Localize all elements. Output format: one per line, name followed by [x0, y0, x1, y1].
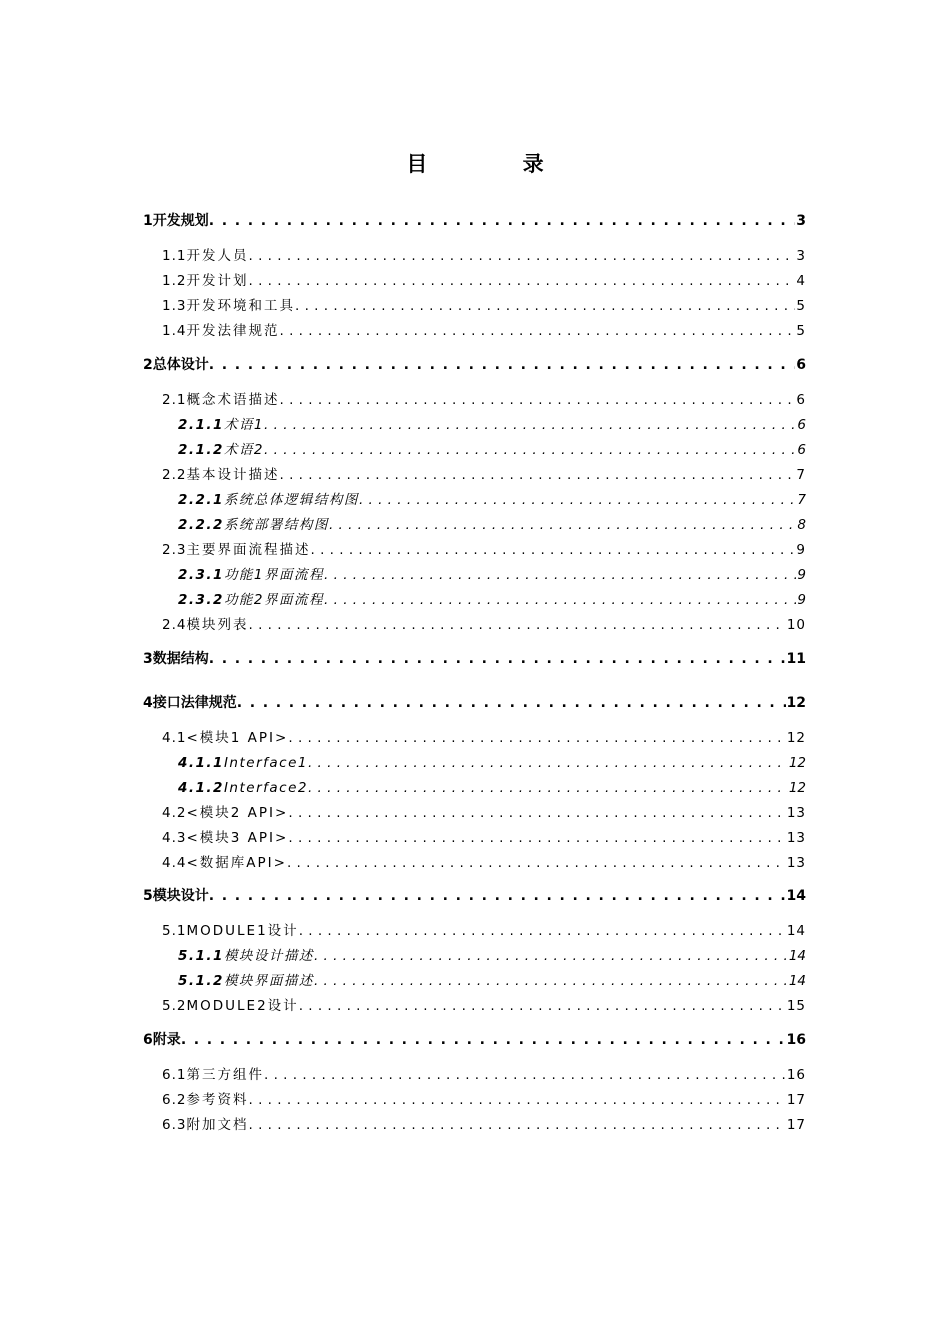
toc-dot-leader — [288, 803, 785, 823]
toc-dot-leader — [329, 515, 796, 535]
toc-entry-title: 模块列表 — [186, 617, 249, 633]
toc-entry-number: 2.2.2 — [178, 517, 224, 533]
toc-dot-leader — [324, 565, 796, 585]
toc-entry[interactable] — [0, 946, 806, 966]
toc-entry-title: Interface2 — [223, 780, 308, 796]
toc-dot-leader — [264, 415, 796, 435]
toc-entry-title: 总体设计 — [152, 357, 209, 373]
toc-entry-number: 4.2 — [162, 805, 187, 821]
toc-entry[interactable] — [0, 565, 806, 585]
toc-entry[interactable] — [0, 693, 806, 713]
toc-entry-page: 13 — [786, 855, 806, 871]
toc-dot-leader — [288, 828, 785, 848]
toc-entry-title: <模块3 API> — [186, 830, 289, 846]
toc-entry-title: 开发法律规范 — [186, 323, 280, 339]
toc-entry-number: 2.3.1 — [178, 567, 224, 583]
toc-entry-title: 系统部署结构图 — [223, 517, 329, 533]
toc-entry-title: 主要界面流程描述 — [186, 542, 311, 558]
toc-entry-title: 系统总体逻辑结构图 — [223, 492, 359, 508]
toc-entry-page: 7 — [797, 492, 806, 508]
toc-dot-leader — [359, 490, 796, 510]
toc-entry-page: 17 — [786, 1092, 806, 1108]
toc-entry-number: 2.1.1 — [178, 417, 224, 433]
toc-entry-number: 6.3 — [162, 1117, 187, 1133]
toc-entry-page: 10 — [786, 617, 806, 633]
toc-entry-number: 5.1 — [162, 923, 187, 939]
toc-entry-title: 模块设计描述 — [223, 948, 314, 964]
toc-entry-number: 4.1.1 — [178, 755, 224, 771]
toc-entry[interactable] — [0, 246, 806, 266]
toc-entry[interactable] — [0, 321, 806, 341]
toc-entry-number: 6.2 — [162, 1092, 187, 1108]
toc-dot-leader — [209, 649, 786, 669]
toc-entry[interactable] — [0, 1030, 806, 1050]
toc-entry-number: 6.1 — [162, 1067, 187, 1083]
toc-entry-number: 2.3 — [162, 542, 187, 558]
toc-entry-page: 17 — [786, 1117, 806, 1133]
toc-dot-leader — [314, 971, 788, 991]
toc-entry[interactable] — [0, 296, 806, 316]
toc-entry-number: 5 — [143, 888, 153, 904]
toc-entry-number: 2.3.2 — [178, 592, 224, 608]
toc-entry-title: 开发环境和工具 — [186, 298, 295, 314]
toc-entry-page: 15 — [786, 998, 806, 1014]
toc-entry[interactable] — [0, 515, 806, 535]
toc-entry-number: 1.2 — [162, 273, 187, 289]
toc-entry-page: 9 — [796, 542, 806, 558]
toc-entry-number: 4 — [143, 695, 153, 711]
toc-entry[interactable] — [0, 465, 806, 485]
toc-entry-number: 1.3 — [162, 298, 187, 314]
toc-title: 目 录 — [406, 152, 588, 176]
toc-entry-number: 5.1.2 — [178, 973, 224, 989]
toc-entry[interactable] — [0, 728, 806, 748]
toc-dot-leader — [310, 540, 795, 560]
toc-entry-page: 14 — [786, 888, 806, 904]
toc-entry-page: 4 — [796, 273, 806, 289]
toc-entry-number: 4.4 — [162, 855, 187, 871]
toc-dot-leader — [314, 946, 788, 966]
toc-entry[interactable] — [0, 390, 806, 410]
toc-entry[interactable] — [0, 649, 806, 669]
toc-entry-page: 6 — [797, 417, 806, 433]
toc-entry[interactable] — [0, 1090, 806, 1110]
toc-entry-title: Interface1 — [223, 755, 308, 771]
toc-dot-leader — [248, 246, 795, 266]
toc-dot-leader — [264, 440, 796, 460]
toc-entry-number: 4.3 — [162, 830, 187, 846]
toc-entry-title: 附录 — [152, 1032, 181, 1048]
toc-dot-leader — [308, 778, 788, 798]
toc-entry-page: 12 — [788, 755, 806, 771]
toc-entry-title: 开发规划 — [152, 213, 209, 229]
toc-entry-title: 附加文档 — [186, 1117, 249, 1133]
toc-entry-title: <数据库API> — [186, 855, 287, 871]
toc-entry[interactable] — [0, 211, 806, 231]
toc-entry-title: MODULE1设计 — [186, 923, 299, 939]
toc-entry[interactable] — [0, 971, 806, 991]
toc-entry[interactable] — [0, 886, 806, 906]
toc-entry-page: 13 — [786, 830, 806, 846]
toc-entry[interactable] — [0, 778, 806, 798]
toc-entry-number: 5.2 — [162, 998, 187, 1014]
toc-entry-page: 3 — [796, 248, 806, 264]
toc-entry[interactable] — [0, 921, 806, 941]
toc-entry[interactable] — [0, 853, 806, 873]
toc-entry[interactable] — [0, 1115, 806, 1135]
toc-entry-page: 8 — [797, 517, 806, 533]
toc-entry-title: <模块2 API> — [186, 805, 289, 821]
toc-entry-title: MODULE2设计 — [186, 998, 299, 1014]
toc-entry-number: 5.1.1 — [178, 948, 224, 964]
toc-dot-leader — [279, 465, 795, 485]
toc-entry[interactable] — [0, 828, 806, 848]
toc-entry-page: 12 — [788, 780, 806, 796]
toc-entry-number: 2.4 — [162, 617, 187, 633]
toc-entry[interactable] — [0, 440, 806, 460]
toc-entry[interactable] — [0, 753, 806, 773]
toc-dot-leader — [181, 1030, 786, 1050]
toc-entry[interactable] — [0, 996, 806, 1016]
toc-entry[interactable] — [0, 355, 806, 375]
toc-dot-leader — [237, 693, 786, 713]
toc-entry-number: 4.1 — [162, 730, 187, 746]
toc-entry-number: 1.4 — [162, 323, 187, 339]
toc-entry-page: 9 — [797, 567, 806, 583]
toc-entry-number: 1.1 — [162, 248, 187, 264]
toc-entry[interactable] — [0, 1065, 806, 1085]
toc-dot-leader — [299, 921, 786, 941]
toc-entry-page: 14 — [786, 923, 806, 939]
toc-entry-page: 6 — [797, 442, 806, 458]
toc-entry-page: 13 — [786, 805, 806, 821]
toc-dot-leader — [209, 886, 786, 906]
toc-entry-title: 术语2 — [223, 442, 265, 458]
toc-entry-title: 数据结构 — [152, 651, 209, 667]
toc-entry-page: 6 — [796, 357, 806, 373]
toc-entry-title: 模块界面描述 — [223, 973, 314, 989]
toc-entry-title: 参考资料 — [186, 1092, 249, 1108]
toc-dot-leader — [248, 615, 785, 635]
toc-dot-leader — [287, 853, 786, 873]
toc-dot-leader — [209, 355, 796, 375]
toc-entry-title: 开发计划 — [186, 273, 249, 289]
toc-entry-number: 6 — [143, 1032, 153, 1048]
toc-entry-number: 2.2 — [162, 467, 187, 483]
toc-dot-leader — [299, 996, 786, 1016]
toc-entry-number: 2.1 — [162, 392, 187, 408]
toc-entry-title: 术语1 — [223, 417, 265, 433]
toc-entry-page: 6 — [796, 392, 806, 408]
toc-dot-leader — [279, 321, 795, 341]
toc-entry-number: 3 — [143, 651, 153, 667]
toc-entry[interactable] — [0, 615, 806, 635]
toc-entry-number: 2 — [143, 357, 153, 373]
toc-entry-page: 16 — [786, 1032, 806, 1048]
toc-entry-title: <模块1 API> — [186, 730, 289, 746]
toc-entry-page: 5 — [796, 298, 806, 314]
toc-dot-leader — [279, 390, 795, 410]
toc-dot-leader — [288, 728, 785, 748]
toc-dot-leader — [324, 590, 796, 610]
toc-dot-leader — [248, 1090, 785, 1110]
toc-dot-leader — [264, 1065, 786, 1085]
toc-entry-title: 基本设计描述 — [186, 467, 280, 483]
toc-entry[interactable] — [0, 590, 806, 610]
toc-entry[interactable] — [0, 803, 806, 823]
toc-entry-number: 2.2.1 — [178, 492, 224, 508]
toc-dot-leader — [209, 211, 796, 231]
toc-dot-leader — [248, 1115, 785, 1135]
toc-entry-page: 7 — [796, 467, 806, 483]
toc-entry[interactable] — [0, 540, 806, 560]
toc-entry-page: 14 — [788, 973, 806, 989]
toc-entry-page: 9 — [797, 592, 806, 608]
toc-entry-page: 16 — [786, 1067, 806, 1083]
toc-dot-leader — [308, 753, 788, 773]
toc-dot-leader — [295, 296, 795, 316]
toc-entry-page: 3 — [796, 213, 806, 229]
toc-entry-title: 接口法律规范 — [152, 695, 237, 711]
toc-entry-title: 开发人员 — [186, 248, 249, 264]
toc-entry-number: 1 — [143, 213, 153, 229]
toc-entry-number: 2.1.2 — [178, 442, 224, 458]
toc-entry-title: 功能1界面流程 — [223, 567, 325, 583]
toc-entry[interactable] — [0, 415, 806, 435]
toc-entry-page: 11 — [786, 651, 806, 667]
toc-entry-title: 概念术语描述 — [186, 392, 280, 408]
toc-entry-page: 12 — [786, 695, 806, 711]
toc-entry[interactable] — [0, 490, 806, 510]
toc-entry[interactable] — [0, 271, 806, 291]
toc-entry-page: 14 — [788, 948, 806, 964]
toc-entry-page: 5 — [796, 323, 806, 339]
toc-entry-page: 12 — [786, 730, 806, 746]
toc-entry-title: 功能2界面流程 — [223, 592, 325, 608]
toc-entry-title: 第三方组件 — [186, 1067, 264, 1083]
toc-entry-number: 4.1.2 — [178, 780, 224, 796]
toc-entry-title: 模块设计 — [152, 888, 209, 904]
toc-dot-leader — [248, 271, 795, 291]
